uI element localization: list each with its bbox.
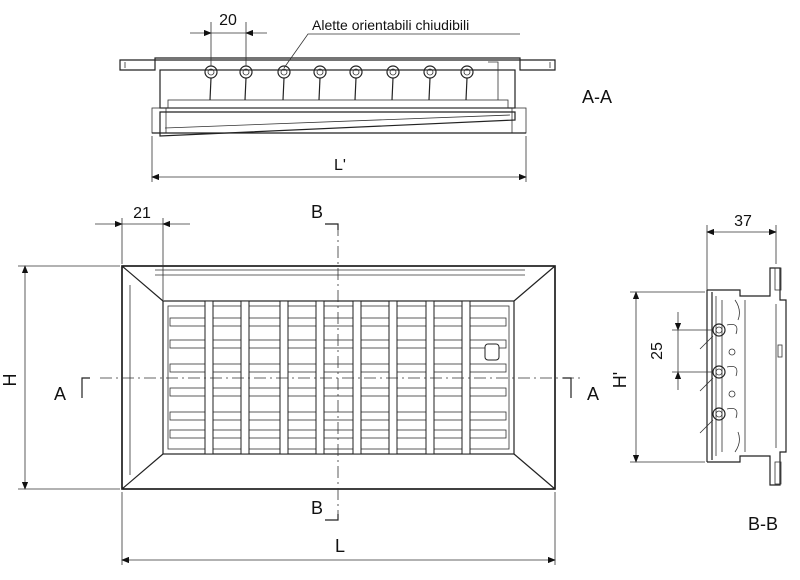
v-blade: [205, 301, 213, 454]
aa-fin: [424, 66, 436, 100]
bb-blade: [700, 408, 737, 433]
front-inner-opening: [163, 301, 514, 454]
v-blade: [389, 301, 397, 454]
front-bevels: [122, 266, 555, 489]
cut-b-bottom-marker: [325, 514, 338, 520]
cut-a-right-label: A: [586, 384, 600, 404]
v-blade: [241, 301, 249, 454]
dim-37: [707, 225, 776, 290]
bb-blade: [700, 366, 737, 391]
cut-a-left-marker: [82, 378, 90, 398]
bb-frame-left: [707, 290, 712, 462]
bb-frame-outline: [707, 268, 786, 485]
aa-fins: [205, 66, 473, 100]
v-blade: [316, 301, 324, 454]
aa-fin: [240, 66, 252, 100]
section-aa-title: A-A: [582, 87, 613, 107]
aa-fin: [314, 66, 326, 100]
bb-side-clip: [778, 345, 782, 357]
cut-b-top-label: B: [310, 202, 324, 222]
cut-a-right-marker: [563, 378, 571, 398]
section-bb-view: [610, 213, 786, 534]
dim-25-value: 25: [649, 342, 666, 360]
cut-a-left-label: A: [53, 384, 67, 404]
dim-h-value: H: [0, 373, 20, 387]
aa-flange: [120, 58, 555, 70]
bb-small-pivot: [729, 391, 735, 397]
bb-blade: [700, 324, 737, 349]
v-blade: [426, 301, 434, 454]
dim-h: [18, 266, 120, 489]
dim-l-prime-value: L': [334, 157, 346, 174]
aa-fin: [350, 66, 362, 100]
dim-21-value: 21: [133, 205, 151, 222]
aa-fin: [205, 66, 217, 100]
aa-rail-line: [165, 115, 510, 128]
aa-fin: [387, 66, 399, 100]
aa-damper: [488, 62, 498, 100]
front-outer-frame: [122, 266, 555, 489]
dim-h-prime-value: H': [610, 371, 630, 389]
dim-25: [672, 312, 712, 390]
section-aa-view: [120, 12, 612, 182]
bb-curves: [735, 300, 739, 452]
cut-b-top-marker: [325, 224, 338, 230]
fins-note-leader: [284, 34, 520, 68]
aa-fin: [461, 66, 473, 100]
bb-duct: [716, 296, 722, 456]
blade-clip: [485, 344, 499, 360]
front-top-lines: [155, 270, 525, 275]
v-blade: [353, 301, 361, 454]
bb-blades: [700, 324, 737, 433]
dim-21: [95, 218, 190, 300]
aa-lip: [168, 100, 508, 108]
cut-b-bottom-label: B: [310, 498, 324, 518]
dim-37-value: 37: [734, 213, 752, 230]
bb-inner-lines: [745, 300, 776, 452]
dim-l-value: L: [334, 536, 346, 556]
fins-note: Alette orientabili chiudibili: [312, 17, 470, 33]
bb-small-pivot: [729, 349, 735, 355]
dim-h-prime: [630, 292, 705, 462]
aa-fin: [278, 66, 290, 100]
section-bb-title: B-B: [748, 514, 779, 534]
front-vertical-blades: [205, 301, 470, 454]
aa-flange-ends: [125, 62, 550, 68]
front-view: [0, 202, 599, 565]
v-blade: [462, 301, 470, 454]
v-blade: [280, 301, 288, 454]
dim-pitch-value: 20: [219, 12, 237, 29]
front-inner-border: [168, 306, 509, 449]
